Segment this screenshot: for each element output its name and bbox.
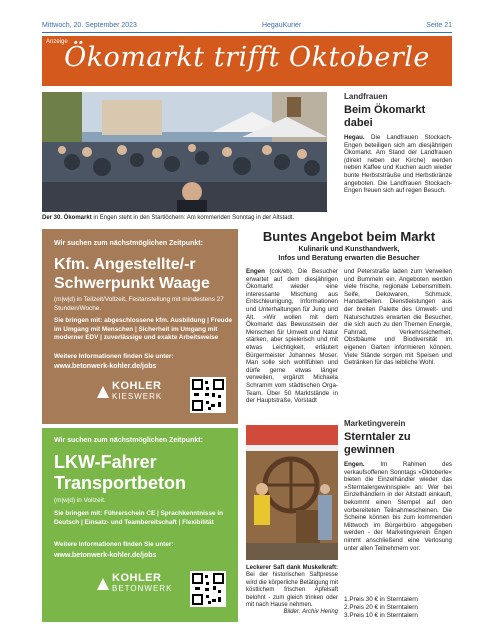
caption-bold: Leckerer Saft dank Muskelkraft: bbox=[246, 565, 338, 571]
caption-text: in Engen steht in den Startlöchern: Am kommenden Sonntag in der Altstadt. bbox=[91, 215, 295, 221]
caption-text: Bei der historischen Saftpresse wird die körperliche Betätigung mit köstlichem frischen Apfelsaft belohnt - zum gleich trinken oder mit nach Hause nehmen. bbox=[246, 572, 338, 609]
article-headline: Beim Ökomarkt dabei bbox=[344, 104, 426, 129]
photo-caption bbox=[42, 214, 332, 222]
ad-job-title bbox=[54, 452, 234, 494]
juice-press-photo bbox=[246, 425, 338, 560]
paper-name: HegauKurier bbox=[261, 22, 302, 29]
ad-terms: (m|w|d) in Teilzeit/Vollzeit, Festanstellung mit mindestens 27 Stunden/Woche. bbox=[54, 296, 224, 312]
qr-code-icon[interactable] bbox=[190, 571, 226, 607]
qr-code-icon[interactable] bbox=[190, 377, 226, 413]
main-article-header bbox=[246, 229, 452, 263]
dateline: Engen. bbox=[344, 461, 365, 468]
page-header bbox=[42, 22, 452, 29]
photo-credit: Bilder: Archiv Hering bbox=[283, 609, 338, 616]
ad-more-info: Weitere Informationen finden Sie unter: bbox=[54, 541, 174, 548]
issue-date: Mittwoch, 20. September 2023 bbox=[42, 22, 137, 29]
dateline: Engen bbox=[246, 268, 265, 275]
main-subheadline bbox=[246, 245, 452, 263]
prize-1: 1.Preis 30 € in Sterntalern bbox=[344, 596, 418, 603]
article-kicker: Marketingverein bbox=[344, 419, 406, 428]
logo-text-bottom: KIESWERK bbox=[112, 392, 163, 401]
banner-title: Ökomarkt trifft Oktoberle bbox=[64, 42, 430, 73]
market-crowd-photo bbox=[42, 92, 327, 212]
kohler-kieswerk-logo bbox=[97, 381, 162, 401]
job-title-line1: LKW-Fahrer bbox=[54, 452, 157, 472]
title-banner bbox=[42, 36, 452, 86]
ad-more-info: Weitere Informationen finden Sie unter: bbox=[54, 353, 174, 360]
logo-text-top: KOHLER bbox=[112, 380, 162, 392]
article-body bbox=[344, 134, 452, 195]
job-ad-betonwerk bbox=[42, 428, 238, 622]
landfrauen-article bbox=[344, 92, 452, 195]
dateline: Hegau. bbox=[344, 134, 365, 141]
article-text: Die Besucher erwartet auf dem diesjährigen Ökomarkt wieder eine interessante Mischung aus Entschleunigung, Informationen und Unterhaltungen für Jung und Alt. »Wir wollen mit dem Ökomarkt das Bewusstsein der Menschen für Umwelt und Natur stärken, aber spielerisch und mit etwas Leichtigkeit, erläutert Bürgermeister Johannes Moser. Man solle sich wohlfühlen und dürfe gerne etwas länger verweilen, ergänzt Michaela Schramm vom städtischen Orga-Team. Über 50 Marktstände in der Hauptstraße, Vorstadt bbox=[246, 268, 338, 405]
article-text: Im Rahmen des verkaufsoffenen Sonntags »Oktoberle« bieten die Einzelhändler wieder das »Sterntalergewinnspiel« an: Wer bei Einzelhändlern in der Altstadt einkauft, bekommt einen Stempel auf den vorbereiteten Teilnahmescheinen. Die Scheine können bis zum kommenden Mittwoch im Bürgerbüro abgegeben werden - der Marketingverein Engen nimmt anschließend eine Verlosung unter allen Teilnehmern vor: bbox=[344, 461, 452, 552]
article-text: Die Landfrauen Stockach-Engen beteiligen sich am diesjährigen Ökomarkt. Am Stand der Landfrauen (direkt neben der Kirche) werden neben Kaffee und Kuchen auch wieder bunte Herbststräuße und Herbstkränze angeboten. Die Landfrauen Stockach-Engen freuen sich auf regen Besuch. bbox=[344, 134, 452, 195]
logo-text-bottom: BETONWERK bbox=[112, 584, 173, 593]
prize-3: 3.Preis 10 € in Sterntalern bbox=[344, 612, 418, 619]
kohler-betonwerk-logo bbox=[97, 573, 172, 593]
job-title-line2: Schwerpunkt Waage bbox=[54, 275, 210, 292]
ad-job-title bbox=[54, 255, 234, 293]
kohler-logo-icon bbox=[97, 385, 109, 397]
juice-press-caption bbox=[246, 565, 338, 617]
ad-requirements: Sie bringen mit: abgeschlossene kfm. Ausbildung | Freude im Umgang mit Menschen | Sicherheit im Umgang mit moderner EDV | zuverlässige und exakte Arbeitsweise bbox=[54, 317, 233, 342]
ad-requirements: Sie bringen mit: Führerschein CE | Sprachkenntnisse in Deutsch | Einsatz- und Teambereitschaft | Flexibilität bbox=[54, 510, 224, 526]
prize-2: 2.Preis 20 € in Sterntalern bbox=[344, 604, 418, 611]
subline-2: Infos und Beratung erwarten die Besucher bbox=[278, 255, 420, 262]
ad-intro: Wir suchen zum nächstmöglichen Zeitpunkt: bbox=[54, 437, 203, 444]
advert-label: Anzeige bbox=[46, 39, 68, 45]
job-ad-kieswerk bbox=[42, 229, 238, 424]
main-headline: Buntes Angebot beim Markt bbox=[262, 229, 436, 244]
ad-url-link[interactable]: www.betonwerk-kohler.de/jobs bbox=[54, 363, 157, 370]
job-title-line1: Kfm. Angestellte/-r bbox=[54, 256, 196, 273]
ad-url-link[interactable]: www.betonwerk-kohler.de/jobs bbox=[54, 552, 157, 559]
main-article-col1 bbox=[246, 268, 338, 405]
caption-bold: Der 30. Ökomarkt bbox=[42, 215, 92, 221]
article-headline: Sterntaler zu gewinnen bbox=[344, 431, 411, 456]
ad-intro: Wir suchen zum nächstmöglichen Zeitpunkt: bbox=[54, 240, 203, 247]
subline-1: Kulinarik und Kunsthandwerk, bbox=[298, 246, 400, 253]
logo-text-top: KOHLER bbox=[112, 572, 162, 584]
main-article-col2: und Peterstraße laden zum Verweilen und Bummeln ein. Angeboten werden viele frische, regionale Lebensmitteln. Seife, Dekowaren, Schmuck, Handarbeiten. Dienstleistungen aus der breiten Palette des Umwelt- und Naturschutzes erwarten die Besucher, die sich auch zu den Themen Energie, Fahrrad, Verkehrssicherheit, Obstbäume und Biodiversität im eigenen Garten informieren können. Viele Stände sorgen mit Speisen und Getränken für das leibliche Wohl. bbox=[344, 268, 452, 367]
job-title-line2: Transportbeton bbox=[54, 473, 187, 493]
marketingverein-article bbox=[344, 419, 452, 552]
author-tag: (cok/eb). bbox=[264, 268, 294, 275]
page-number: Seite 21 bbox=[426, 22, 452, 29]
article-kicker: Landfrauen bbox=[344, 92, 388, 101]
header-rule bbox=[42, 32, 452, 33]
ad-terms: (m|w|d) in Vollzeit. bbox=[54, 497, 106, 504]
kohler-logo-icon bbox=[97, 577, 109, 589]
article-body bbox=[344, 461, 452, 552]
